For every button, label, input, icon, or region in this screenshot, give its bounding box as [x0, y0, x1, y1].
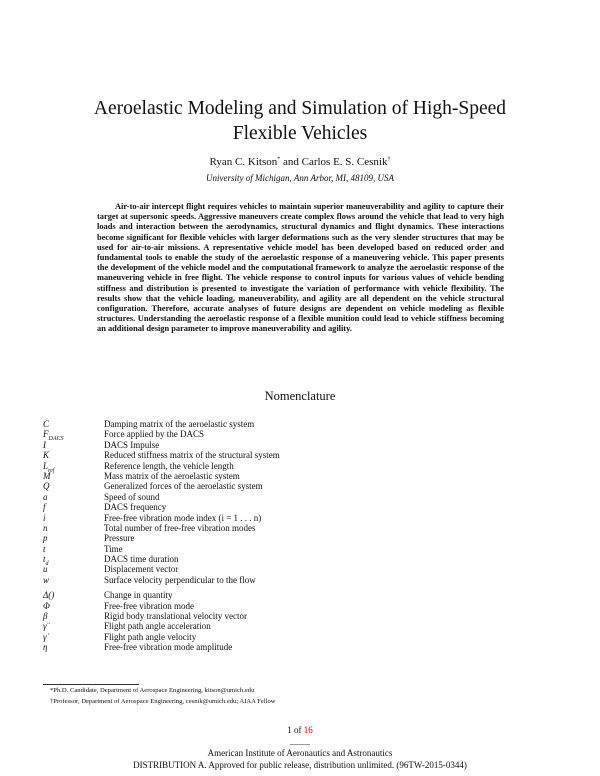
- nomenclature-definition: Flight path angle velocity: [104, 631, 197, 642]
- nomenclature-greek: [43, 590, 280, 652]
- nomenclature-symbol: a: [43, 491, 48, 502]
- nomenclature-symbol: $F_{DACS}$: [43, 429, 64, 443]
- footnote-1: *Ph.D. Candidate, Department of Aerospace Engineering, kitson@umich.edu: [50, 687, 255, 694]
- author-2-mark: †: [387, 156, 391, 163]
- title-line-1: Aeroelastic Modeling and Simulation of High-Speed: [93, 98, 507, 119]
- nomenclature-symbol: t: [43, 543, 46, 554]
- page-total-link[interactable]: 16: [303, 725, 313, 735]
- nomenclature-row: [43, 621, 280, 631]
- nomenclature-row: [43, 471, 280, 481]
- nomenclature-row: [43, 601, 280, 611]
- author-separator: and: [280, 156, 302, 168]
- nomenclature-symbol: Δ(): [43, 590, 55, 601]
- page-current: 1: [287, 725, 292, 735]
- page-number: [0, 725, 600, 735]
- nomenclature-definition: Time: [104, 543, 123, 554]
- nomenclature-definition: Free-free vibration mode amplitude: [104, 642, 233, 653]
- nomenclature-heading: Nomenclature: [264, 389, 336, 403]
- nomenclature-definition: Displacement vector: [104, 564, 179, 575]
- abstract-text: Air-to-air intercept flight requires vehicles to maintain superior maneuverability and agility to capture their target at supersonic speeds. Aggressive maneuvers create complex flows around the vehicle that lead to very high loads and interaction between the aerodynamics, structural dynamics and flight dynamics. These interactions become significant for flexible vehicles with larger deformations such as the very slender structures that may be used for air-to-air missions. A representative vehicle model has been developed based on reduced order and fundamental tools to enable the study of the aeroelastic response of a maneuvering vehicle. This paper presents the development of the vehicle model and the computational framework to analyze the aeroelastic response of the maneuvering vehicle in free flight. The vehicle response to control inputs for various values of vehicle bending stiffness and distribution is presented to investigate the variation of performance with vehicle flexibility. The results show that the vehicle loading, maneuverability, and agility are all dependent on the vehicle structural configuration. Therefore, accurate analyses of future designs are dependent on vehicle modeling as flexible structures. Understanding the aeroelastic response of a flexible munition could lead to vehicle stiffness becoming an additional design parameter to improve maneuverability and agility.: [97, 202, 504, 334]
- nomenclature-definition: Force applied by the DACS: [104, 429, 204, 440]
- nomenclature-symbol: f: [43, 502, 46, 513]
- nomenclature-row: [43, 481, 280, 491]
- nomenclature-row: [43, 632, 280, 642]
- nomenclature-symbol: $L_{ref}$: [43, 460, 55, 474]
- nomenclature-definition: Flight path angle acceleration: [104, 621, 211, 632]
- nomenclature-symbol: i: [43, 512, 46, 523]
- footer-organization: American Institute of Aeronautics and Astronautics: [207, 748, 393, 758]
- nomenclature-row: [43, 642, 280, 652]
- nomenclature-symbol: Q: [43, 481, 50, 492]
- nomenclature-symbol: n: [43, 522, 48, 533]
- nomenclature-row: [43, 590, 280, 600]
- author-1: Ryan C. Kitson: [209, 156, 278, 168]
- nomenclature-symbol: K: [43, 450, 50, 461]
- nomenclature-symbol: C: [43, 419, 50, 429]
- nomenclature-symbol: w: [43, 574, 50, 585]
- paper-title: [0, 96, 600, 146]
- nomenclature-list: [43, 419, 280, 653]
- nomenclature-definition: Damping matrix of the aeroelastic system: [104, 419, 255, 429]
- author-list: [0, 156, 600, 168]
- nomenclature-definition: Surface velocity perpendicular to the flow: [104, 574, 256, 585]
- nomenclature-latin: [43, 419, 280, 585]
- footer-rule: [290, 744, 310, 745]
- page-of: of: [291, 725, 304, 735]
- nomenclature-row: [43, 611, 280, 621]
- nomenclature-symbol: γ̈: [43, 621, 47, 632]
- nomenclature-row: [43, 419, 280, 429]
- author-1-mark: *: [277, 156, 281, 163]
- nomenclature-definition: DACS time duration: [104, 554, 179, 565]
- nomenclature-row: [43, 450, 280, 460]
- nomenclature-symbol: γ̇: [43, 631, 47, 642]
- nomenclature-row: [43, 544, 280, 554]
- nomenclature-definition: Free-free vibration mode index (i = 1 . . . n): [104, 512, 262, 523]
- nomenclature-definition: Reference length, the vehicle length: [104, 460, 234, 471]
- nomenclature-symbol: β: [43, 611, 48, 622]
- affiliation: University of Michigan, Ann Arbor, MI, 48109, USA: [206, 173, 394, 183]
- nomenclature-row: [43, 533, 280, 543]
- nomenclature-definition: Pressure: [104, 533, 135, 544]
- nomenclature-row: [43, 502, 280, 512]
- nomenclature-definition: Change in quantity: [104, 590, 173, 601]
- nomenclature-definition: DACS frequency: [104, 502, 167, 513]
- nomenclature-symbol: $t_d$: [43, 554, 49, 567]
- footer-distribution: DISTRIBUTION A. Approved for public release, distribution unlimited. (96TW-2015-0344): [133, 760, 467, 770]
- footnote-rule: [43, 684, 139, 685]
- nomenclature-symbol: η: [43, 642, 48, 653]
- nomenclature-definition: DACS Impulse: [104, 439, 160, 450]
- nomenclature-row: [43, 492, 280, 502]
- title-line-2: Flexible Vehicles: [232, 123, 368, 144]
- nomenclature-row: [43, 440, 280, 450]
- nomenclature-definition: Free-free vibration mode: [104, 600, 194, 611]
- nomenclature-definition: Speed of sound: [104, 491, 160, 502]
- nomenclature-definition: Total number of free-free vibration modes: [104, 522, 256, 533]
- nomenclature-symbol: p: [43, 533, 48, 544]
- nomenclature-definition: Mass matrix of the aeroelastic system: [104, 470, 240, 481]
- nomenclature-definition: Reduced stiffness matrix of the structural system: [104, 450, 280, 461]
- nomenclature-symbol: Φ: [43, 600, 50, 611]
- nomenclature-definition: Generalized forces of the aeroelastic system: [104, 481, 263, 492]
- nomenclature-symbol: M: [43, 470, 51, 481]
- nomenclature-row: [43, 429, 280, 443]
- nomenclature-row: [43, 564, 280, 574]
- nomenclature-row: [43, 460, 280, 474]
- abstract: [97, 202, 504, 335]
- nomenclature-definition: Rigid body translational velocity vector: [104, 611, 247, 622]
- nomenclature-symbol: u: [43, 564, 48, 575]
- nomenclature-symbol: I: [43, 439, 46, 450]
- nomenclature-row: [43, 575, 280, 585]
- nomenclature-row: [43, 513, 280, 523]
- author-2: Carlos E. S. Cesnik: [301, 156, 388, 168]
- nomenclature-row: [43, 523, 280, 533]
- footnote-2: †Professor, Department of Aerospace Engineering, cesnik@umich.edu; AIAA Fellow: [50, 698, 276, 705]
- nomenclature-row: [43, 554, 280, 567]
